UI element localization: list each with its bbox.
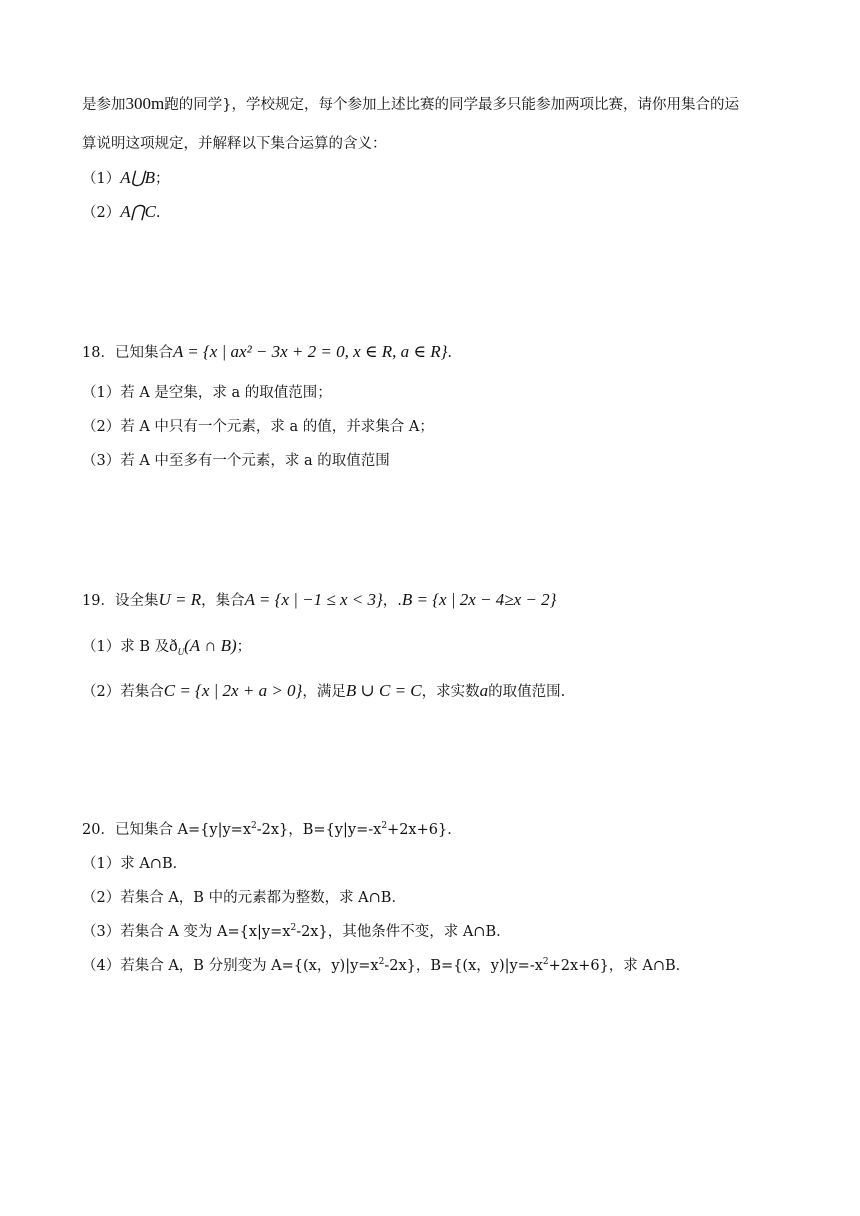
q18-stem-math: A = {x | ax² − 3x + 2 = 0, x ∈ R, a ∈ R} [172, 342, 448, 361]
intro-text: 跑的同学}，学校规定，每个参加上述比赛的同学最多只能参加两项比赛，请你用集合的运 [164, 97, 739, 113]
q19-stem-text: ，集合 [201, 593, 245, 609]
q19-part-math: (A ∩ B) [184, 636, 237, 655]
q19-part-text: ，求实数 [421, 684, 480, 700]
q20-part-text: -2x}，B={(x，y)|y=-x [384, 958, 543, 974]
complement-symbol: ð [169, 636, 178, 655]
q18-stem-text: 18．已知集合 [82, 345, 173, 361]
q18-part-1: （1）若 A 是空集，求 a 的取值范围； [82, 385, 332, 401]
superscript: 2 [378, 957, 385, 968]
intro-sub-1 [82, 168, 169, 189]
superscript: 2 [251, 821, 257, 832]
q18-stem [82, 342, 452, 363]
q20-part-2: （2）若集合 A，B 中的元素都为整数，求 A∩B． [82, 890, 406, 906]
intro-line-1 [82, 94, 739, 115]
sub-label: （1） [82, 171, 121, 187]
intro-line-2: 算说明这项规定，并解释以下集合运算的含义： [82, 136, 387, 152]
q18-part-2: （2）若 A 中只有一个元素，求 a 的值，并求集合 A； [82, 419, 434, 435]
q20-part-4 [82, 956, 690, 976]
q20-stem [82, 820, 462, 840]
q19-part-2 [82, 681, 565, 702]
q20-part-1: （1）求 A∩B． [82, 856, 188, 872]
q18-stem-end: . [447, 345, 453, 361]
q20-part-3 [82, 922, 511, 942]
intro-text: 是参加 [82, 97, 126, 113]
sub-math: A⋂C [120, 202, 156, 221]
superscript: 2 [542, 957, 549, 968]
q19-part-text: 的取值范围. [488, 684, 566, 700]
q19-part-1 [82, 636, 251, 662]
q20-stem-text: 20．已知集合 A={y|y=x [82, 822, 252, 838]
q19-stem [82, 590, 556, 611]
q19-part-end: ； [236, 639, 252, 655]
q20-stem-text: -2x}，B={y|y=-x [256, 822, 382, 838]
q19-part-math: B ∪ C = C [345, 681, 422, 700]
q19-part-text: ，满足 [302, 684, 346, 700]
q19-stem-math: A = {x | −1 ≤ x < 3} [244, 590, 383, 609]
q19-stem-math: B = {x | 2x − 4≥x − 2} [401, 590, 557, 609]
q19-part-text: （2）若集合 [82, 684, 164, 700]
q20-part-text: +2x+6}，求 A∩B． [548, 958, 691, 974]
q19-stem-math: U = R [158, 590, 202, 609]
q19-stem-text: ，. [382, 593, 402, 609]
sub-end: . [155, 205, 161, 221]
superscript: 2 [381, 821, 388, 832]
q20-part-text: （3）若集合 A 变为 A={x|y=x [82, 924, 291, 940]
intro-math: 300m [125, 94, 165, 113]
q20-part-text: （4）若集合 A，B 分别变为 A={(x，y)|y=x [82, 958, 379, 974]
superscript: 2 [290, 923, 297, 934]
complement-subscript: U [177, 646, 185, 657]
q20-part-text: -2x}，其他条件不变，求 A∩B． [296, 924, 511, 940]
q19-part-math: a [479, 681, 489, 700]
q19-part-text: （1）求 B 及 [82, 639, 170, 655]
sub-end: ； [154, 171, 170, 187]
sub-label: （2） [82, 205, 121, 221]
sub-math: A⋃B [120, 168, 155, 187]
q19-part-math: C = {x | 2x + a > 0} [163, 681, 303, 700]
q19-stem-text: 19．设全集 [82, 593, 159, 609]
q20-stem-text: +2x+6}． [387, 822, 462, 838]
q18-part-3: （3）若 A 中至多有一个元素，求 a 的取值范围 [82, 453, 390, 469]
intro-sub-2 [82, 202, 161, 223]
